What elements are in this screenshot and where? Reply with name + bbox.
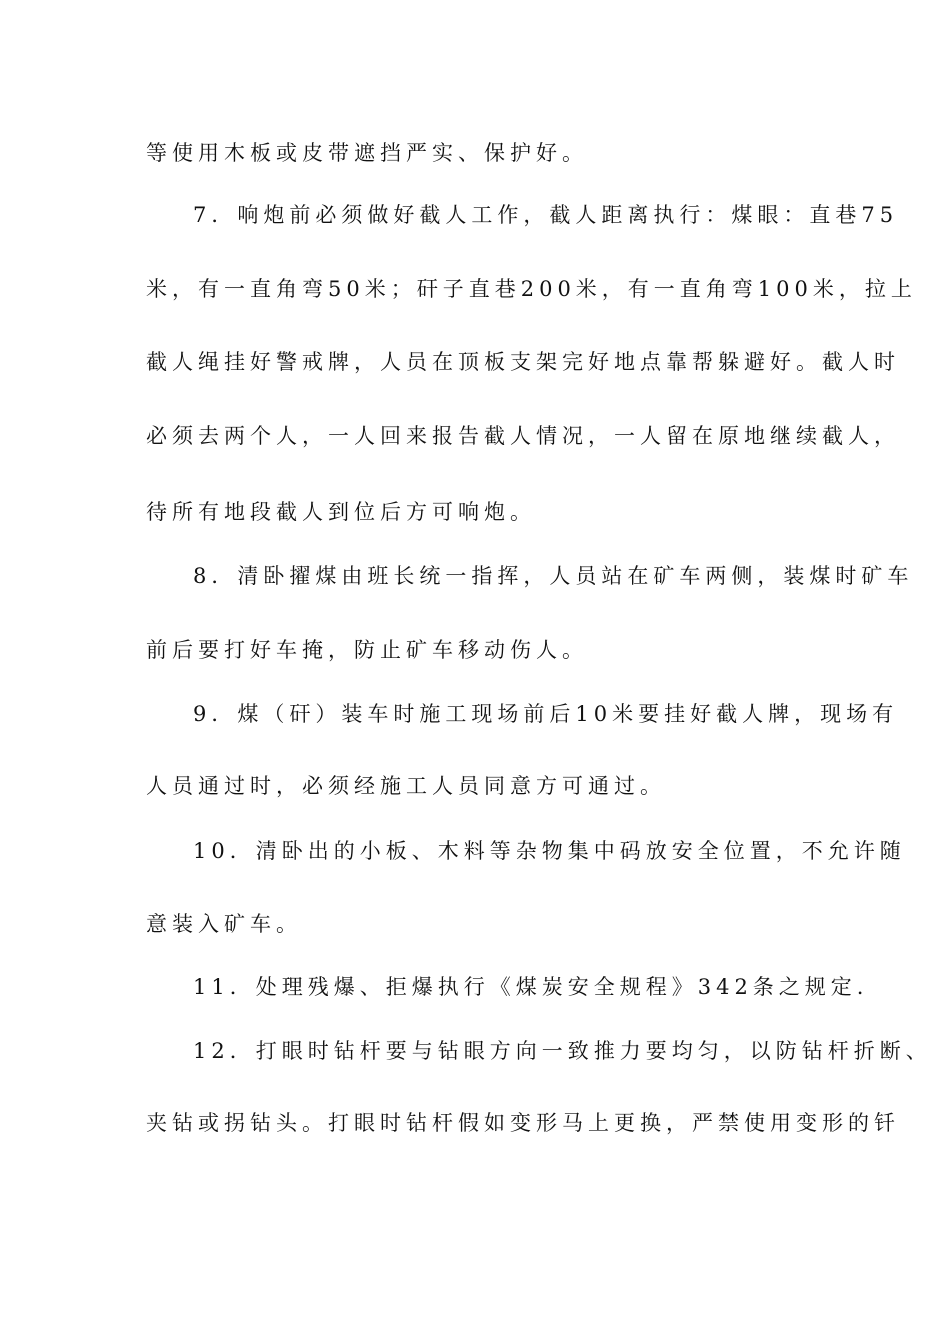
text-line: 夹钻或拐钻头。打眼时钻杆假如变形马上更换，严禁使用变形的钎 xyxy=(146,1111,900,1135)
text-line: 前后要打好车掩，防止矿车移动伤人。 xyxy=(146,638,588,662)
paragraph-10-line: 10．清卧出的小板、木料等杂物集中码放安全位置，不允许随 xyxy=(193,839,906,863)
text-line: 人员通过时，必须经施工人员同意方可通过。 xyxy=(146,774,666,798)
paragraph-8-line: 8．清卧擢煤由班长统一指挥，人员站在矿车两侧，装煤时矿车 xyxy=(193,564,914,588)
paragraph-11-line: 11．处理残爆、拒爆执行《煤炭安全规程》342条之规定. xyxy=(193,975,869,999)
text-line: 必须去两个人，一人回来报告截人情况，一人留在原地继续截人， xyxy=(146,424,900,448)
text-line: 等使用木板或皮带遮挡严实、保护好。 xyxy=(146,141,588,165)
text-line: 意装入矿车。 xyxy=(146,912,302,936)
paragraph-9-line: 9．煤（矸）装车时施工现场前后10米要挂好截人牌，现场有 xyxy=(193,702,899,726)
text-line: 待所有地段截人到位后方可响炮。 xyxy=(146,500,536,524)
paragraph-7-line: 7．响炮前必须做好截人工作，截人距离执行：煤眼：直巷75 xyxy=(193,203,899,227)
paragraph-12-line: 12．打眼时钻杆要与钻眼方向一致推力要均匀，以防钻杆折断、 xyxy=(193,1039,932,1063)
text-line: 米，有一直角弯50米；矸子直巷200米，有一直角弯100米，拉上 xyxy=(146,277,917,301)
text-line: 截人绳挂好警戒牌，人员在顶板支架完好地点靠帮躲避好。截人时 xyxy=(146,350,900,374)
